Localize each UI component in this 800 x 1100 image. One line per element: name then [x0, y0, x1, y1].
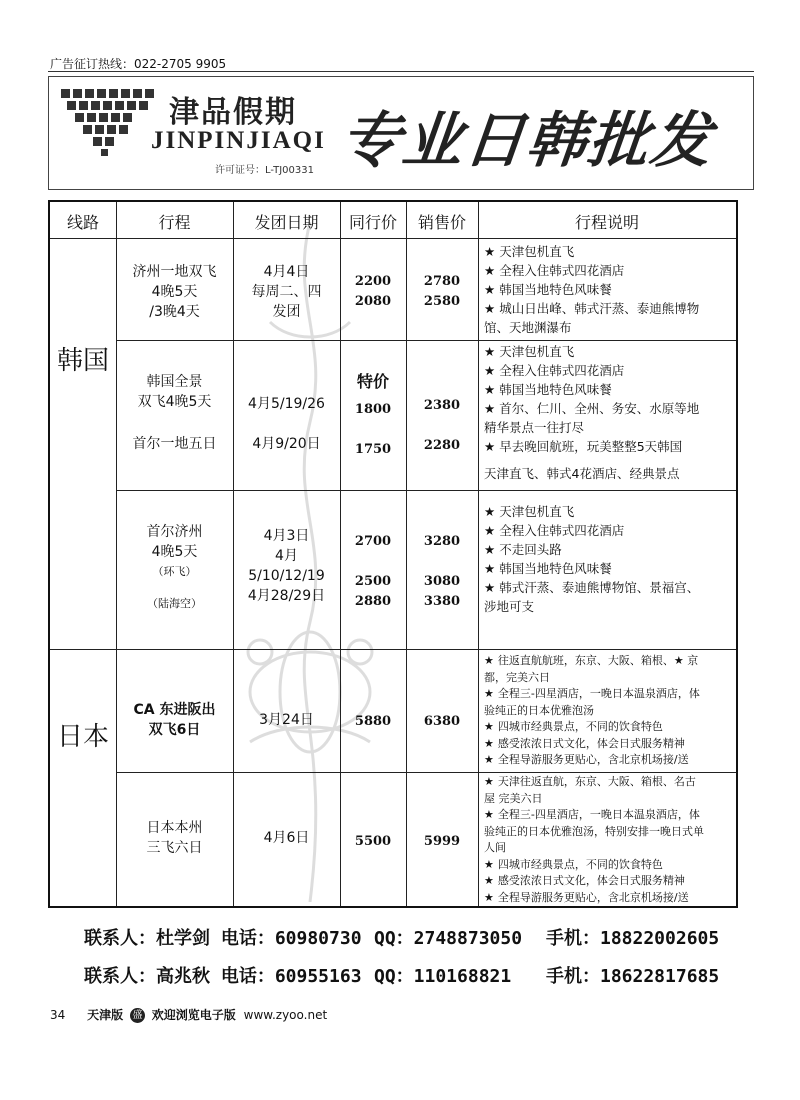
row2-description: ★ 天津包机直飞 ★ 全程入住韩式四花酒店 ★ 韩国当地特色风味餐 ★ 首尔、仁川、全州、务安、水原等地 精华景点一往打尽 ★ 早去晚回航班，玩美整整5天韩国 天津直飞、韩式4花酒店、经典景点	[484, 344, 700, 481]
row5-route: 日本本州 三飞六日	[146, 820, 203, 856]
edition-badge-icon: 盛	[130, 1008, 145, 1023]
page-footer	[50, 1006, 327, 1023]
star-icon: ★	[484, 654, 494, 667]
row2-date-b: 4月9/20日	[252, 436, 321, 452]
star-icon: ★	[484, 263, 496, 278]
brand-name-en: JINPINJIAQI	[151, 127, 326, 154]
row2-route-a: 韩国全景 双飞4晚5天	[137, 374, 212, 410]
contact-2-mobile: 手机：18622817685	[546, 966, 720, 987]
star-icon: ★	[484, 301, 496, 316]
star-icon: ★	[484, 874, 494, 887]
star-icon: ★	[484, 542, 496, 557]
row2-peer-b: 1750	[354, 442, 392, 457]
star-icon: ★	[484, 857, 494, 871]
star-icon: ★	[484, 244, 496, 259]
row2-peer-a: 1800	[354, 402, 392, 417]
star-icon: ★	[484, 736, 494, 750]
contact-1-mobile: 手机：18822002605	[546, 928, 720, 949]
row3-peer-prices: 2700 2500 2880	[354, 534, 392, 609]
row5-sale-price: 5999	[423, 834, 461, 849]
star-icon: ★	[484, 808, 494, 821]
col-header-date: 发团日期	[254, 213, 319, 232]
star-icon: ★	[484, 282, 496, 297]
row3-route: 首尔济州 4晚5天 （环飞） （陆海空）	[146, 524, 203, 610]
contact-1-name-phone: 联系人：杜学剑 电话：60980730	[84, 928, 362, 949]
row2-route-b: 首尔一地五日	[132, 436, 217, 452]
row4-peer-price: 5880	[354, 714, 392, 729]
col-header-peer-price: 同行价	[348, 213, 397, 232]
row2-date-a: 4月5/19/26	[248, 396, 325, 412]
star-icon: ★	[484, 504, 496, 519]
star-icon: ★	[484, 890, 494, 904]
page-number: 34	[50, 1008, 66, 1022]
row3-description: ★ 天津包机直飞 ★ 全程入住韩式四花酒店 ★ 不走回头路 ★ 韩国当地特色风味餐 ★ 韩式汗蒸、泰迪熊博物馆、景福宫、 涉地可支	[484, 504, 700, 614]
row4-sale-price: 6380	[423, 714, 461, 729]
star-icon: ★	[484, 720, 494, 733]
row2-sale-b: 2280	[423, 438, 461, 453]
row5-peer-price: 5500	[354, 834, 392, 849]
row2-special-label: 特价	[356, 372, 389, 391]
star-icon: ★	[484, 523, 496, 538]
star-icon: ★	[484, 363, 496, 378]
brand-banner	[48, 76, 754, 190]
country-korea: 韩国	[56, 346, 109, 376]
star-icon: ★	[484, 687, 494, 700]
star-icon: ★	[484, 344, 496, 359]
row4-description: ★ 往返直航航班，东京、大阪、箱根、★ 京 都，完美六日 ★ 全程三-四星酒店，一晚日本温泉酒店，体 验纯正的日本优雅泡汤 ★ 四城市经典景点，不同的饮食特色 ★ 感受浓浓日式文化，体会日式服务精神 ★ 全程导游服务更贴心，含北京机场接/送	[484, 654, 700, 766]
contact-2-name-phone: 联系人：高兆秋 电话：60955163	[84, 966, 362, 987]
star-icon: ★	[484, 753, 494, 766]
row5-dates: 4月6日	[263, 830, 310, 846]
footer-url[interactable]: www.zyoo.net	[243, 1008, 328, 1022]
row5-description: ★ 天津往返直航，东京、大阪、箱根、名古 屋 完美六日 ★ 全程三-四星酒店，一晚日本温泉酒店，体 验纯正的日本优雅泡汤，特别安排一晚日式单 人间 ★ 四城市经典景点，不同的饮食特色 ★ 感受浓浓日式文化，体会日式服务精神 ★ 全程导游服务更贴心，含北京机场接/送	[484, 775, 704, 904]
star-icon: ★	[484, 439, 496, 454]
col-header-route: 线路	[66, 213, 99, 232]
row1-route: 济州一地双飞 4晚5天 /3晚4天	[132, 264, 217, 320]
contact-2-qq: QQ：110168821	[374, 966, 512, 987]
row1-dates: 4月4日 每周二、四 发团	[251, 264, 322, 320]
star-icon: ★	[484, 775, 494, 788]
col-header-sale-price: 销售价	[417, 213, 466, 232]
row4-dates: 3月24日	[259, 712, 314, 728]
row2-sale-a: 2380	[423, 398, 461, 413]
brand-name-cn: 津品假期	[169, 95, 297, 130]
row4-route: CA 东进阪出 双飞6日	[133, 702, 216, 738]
header-rule	[48, 71, 754, 72]
star-icon: ★	[484, 401, 496, 416]
row1-peer-prices: 2200 2080	[354, 274, 392, 309]
ad-hotline: 广告征订热线：022-2705 9905	[50, 57, 227, 71]
row3-dates: 4月3日 4月 5/10/12/19 4月28/29日	[247, 528, 326, 604]
slogan: 专业日韩批发	[336, 106, 717, 176]
country-japan: 日本	[56, 722, 109, 752]
star-icon: ★	[484, 580, 496, 595]
col-header-description: 行程说明	[574, 213, 639, 232]
row3-sale-prices: 3280 3080 3380	[423, 534, 461, 609]
row1-sale-prices: 2780 2580	[423, 274, 461, 309]
edition-label: 天津版	[87, 1008, 124, 1022]
row1-description: ★ 天津包机直飞 ★ 全程入住韩式四花酒店 ★ 韩国当地特色风味餐 ★ 城山日出峰、韩式汗蒸、泰迪熊博物 馆、天地渊瀑布	[484, 244, 700, 335]
contact-1-qq: QQ：2748873050	[374, 928, 523, 949]
tour-price-table	[48, 200, 738, 908]
license-number: 许可证号：L-TJ00331	[215, 165, 314, 176]
star-icon: ★	[484, 561, 496, 576]
star-icon: ★	[484, 382, 496, 397]
col-header-itinerary: 行程	[158, 213, 191, 232]
footer-slogan: 欢迎浏览电子版	[151, 1008, 236, 1022]
